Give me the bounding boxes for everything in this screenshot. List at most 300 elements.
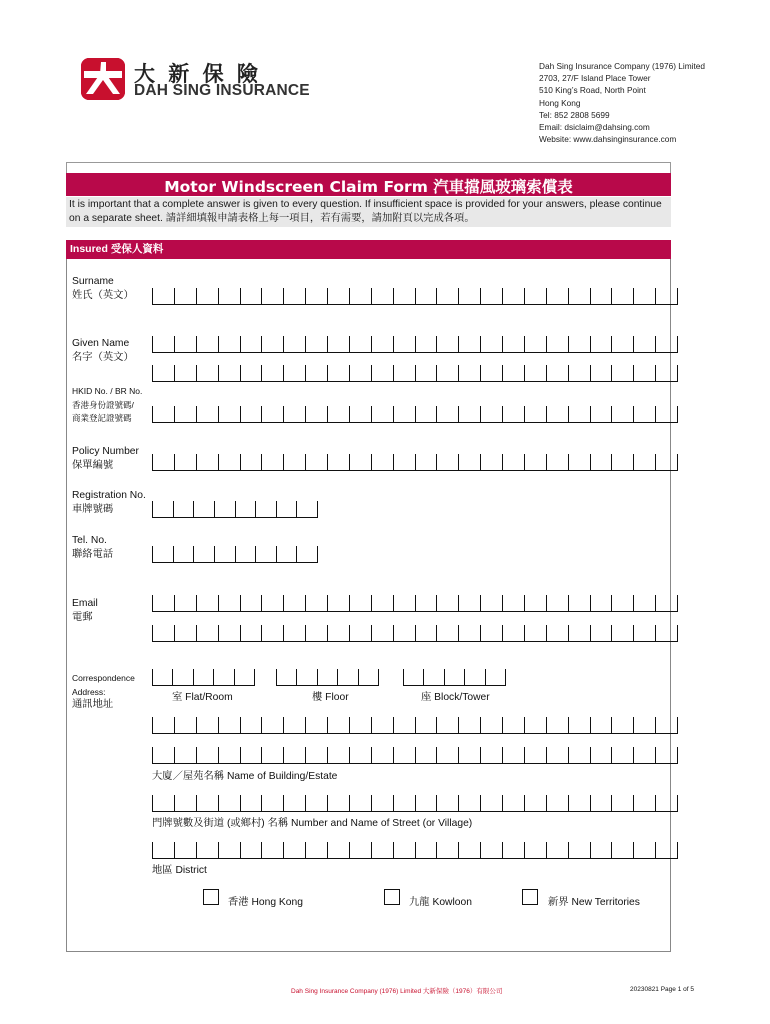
box-divider [152, 336, 153, 352]
box-divider [502, 625, 503, 641]
email-input-boxes-1[interactable] [152, 594, 678, 612]
box-divider [524, 288, 525, 304]
box-divider [546, 336, 547, 352]
box-divider [152, 406, 153, 422]
box-divider [444, 669, 445, 685]
box-divider [393, 842, 394, 858]
box-divider [234, 669, 235, 685]
box-divider [546, 625, 547, 641]
box-divider [393, 454, 394, 470]
box-divider [305, 842, 306, 858]
box-divider [218, 795, 219, 811]
box-divider [436, 406, 437, 422]
registration-label-zh: 車牌號碼 [72, 504, 114, 515]
box-divider [502, 795, 503, 811]
flat-input-boxes[interactable] [152, 668, 255, 686]
hkid-input-boxes[interactable] [152, 405, 678, 423]
policy-input-boxes[interactable] [152, 453, 678, 471]
box-divider [590, 454, 591, 470]
box-divider [502, 717, 503, 733]
box-divider [240, 842, 241, 858]
box-divider [152, 365, 153, 381]
district-caption: 地區 District [152, 865, 207, 876]
kowloon-label: 九龍 Kowloon [409, 897, 472, 908]
building-caption: 大廈／屋苑名稱 Name of Building/Estate [152, 771, 338, 782]
box-divider [196, 288, 197, 304]
box-divider [261, 717, 262, 733]
box-divider [173, 546, 174, 562]
surname-input-boxes[interactable] [152, 287, 678, 305]
box-divider [458, 717, 459, 733]
box-divider [393, 747, 394, 763]
box-divider [283, 842, 284, 858]
company-address-2: 510 King’s Road, North Point [539, 85, 646, 96]
box-divider [174, 365, 175, 381]
section-title-insured: Insured 受保人資料 [66, 240, 671, 259]
box-divider [218, 336, 219, 352]
box-divider [240, 454, 241, 470]
box-divider [283, 454, 284, 470]
box-divider [480, 795, 481, 811]
box-divider [611, 842, 612, 858]
box-divider [546, 842, 547, 858]
tel-label-en: Tel. No. [72, 535, 107, 546]
box-divider [655, 336, 656, 352]
box-divider [590, 595, 591, 611]
box-divider [240, 288, 241, 304]
box-divider [480, 842, 481, 858]
box-divider [317, 546, 318, 562]
box-divider [283, 795, 284, 811]
box-divider [568, 365, 569, 381]
box-divider [305, 747, 306, 763]
box-divider [152, 454, 153, 470]
title-top-band [66, 162, 671, 173]
box-divider [349, 795, 350, 811]
box-divider [196, 406, 197, 422]
company-tel: Tel: 852 2808 5699 [539, 109, 610, 120]
box-divider [590, 288, 591, 304]
box-divider [337, 669, 338, 685]
box-divider [464, 669, 465, 685]
box-divider [458, 625, 459, 641]
box-divider [174, 406, 175, 422]
box-divider [436, 595, 437, 611]
box-divider [327, 336, 328, 352]
box-divider [214, 501, 215, 517]
box-divider [255, 501, 256, 517]
box-divider [415, 842, 416, 858]
box-divider [568, 747, 569, 763]
box-divider [305, 365, 306, 381]
box-divider [655, 595, 656, 611]
box-divider [283, 625, 284, 641]
box-divider [174, 336, 175, 352]
box-divider [358, 669, 359, 685]
box-divider [261, 795, 262, 811]
box-divider [568, 595, 569, 611]
box-divider [633, 454, 634, 470]
given-name-label-en: Given Name [72, 338, 130, 349]
box-divider [655, 454, 656, 470]
tel-label-zh: 聯絡電話 [72, 549, 114, 560]
box-divider [524, 365, 525, 381]
box-divider [196, 842, 197, 858]
box-divider [393, 625, 394, 641]
tel-input-boxes[interactable] [152, 545, 318, 563]
box-divider [218, 406, 219, 422]
block-caption: 座 Block/Tower [421, 692, 490, 703]
box-divider [240, 795, 241, 811]
box-divider [193, 669, 194, 685]
intro-note [66, 197, 671, 227]
box-divider [524, 747, 525, 763]
address-label-zh: 通訊地址 [72, 699, 114, 710]
box-divider [677, 842, 678, 858]
box-divider [480, 595, 481, 611]
given-name-input-boxes-1[interactable] [152, 335, 678, 353]
box-divider [590, 842, 591, 858]
box-divider [174, 795, 175, 811]
box-divider [480, 288, 481, 304]
box-divider [546, 406, 547, 422]
box-divider [214, 546, 215, 562]
box-divider [261, 365, 262, 381]
box-divider [174, 595, 175, 611]
box-divider [218, 625, 219, 641]
box-divider [152, 842, 153, 858]
box-divider [174, 625, 175, 641]
box-divider [393, 595, 394, 611]
box-divider [458, 406, 459, 422]
kowloon-checkbox[interactable] [384, 889, 400, 905]
box-divider [393, 288, 394, 304]
box-divider [524, 795, 525, 811]
hong-kong-checkbox[interactable] [203, 889, 219, 905]
box-divider [283, 336, 284, 352]
box-divider [546, 288, 547, 304]
box-divider [196, 625, 197, 641]
box-divider [218, 747, 219, 763]
building-input-boxes-1[interactable] [152, 716, 678, 734]
box-divider [611, 795, 612, 811]
box-divider [633, 406, 634, 422]
box-divider [524, 842, 525, 858]
box-divider [458, 747, 459, 763]
box-divider [174, 842, 175, 858]
box-divider [349, 747, 350, 763]
box-divider [327, 747, 328, 763]
box-divider [415, 365, 416, 381]
box-divider [677, 336, 678, 352]
box-divider [677, 365, 678, 381]
box-divider [218, 595, 219, 611]
box-divider [611, 406, 612, 422]
box-divider [611, 747, 612, 763]
box-divider [524, 406, 525, 422]
box-divider [611, 717, 612, 733]
box-divider [349, 625, 350, 641]
box-divider [196, 795, 197, 811]
box-divider [371, 406, 372, 422]
box-divider [502, 842, 503, 858]
box-divider [349, 454, 350, 470]
box-divider [174, 288, 175, 304]
block-input-boxes[interactable] [403, 668, 506, 686]
box-divider [590, 336, 591, 352]
box-divider [152, 717, 153, 733]
box-divider [327, 595, 328, 611]
box-divider [349, 288, 350, 304]
box-divider [261, 625, 262, 641]
box-divider [174, 747, 175, 763]
box-divider [283, 406, 284, 422]
box-divider [436, 336, 437, 352]
box-divider [261, 336, 262, 352]
box-divider [415, 717, 416, 733]
box-divider [568, 406, 569, 422]
box-divider [317, 501, 318, 517]
footer-company: Dah Sing Insurance Company (1976) Limited 大新保險（1976）有限公司 [291, 988, 503, 995]
new-territories-checkbox[interactable] [522, 889, 538, 905]
box-divider [524, 625, 525, 641]
hkid-label-zh-2: 商業登記證號碼 [72, 413, 132, 423]
box-divider [240, 747, 241, 763]
box-divider [436, 625, 437, 641]
given-name-input-boxes-2[interactable] [152, 364, 678, 382]
intro-line-2: on a separate sheet. 請詳細填報申請表格上每一項目，若有需要，請加附頁以完成各項。 [69, 213, 475, 224]
box-divider [349, 336, 350, 352]
street-input-boxes[interactable] [152, 794, 678, 812]
box-divider [371, 595, 372, 611]
box-divider [305, 595, 306, 611]
district-input-boxes[interactable] [152, 841, 678, 859]
box-divider [436, 365, 437, 381]
box-divider [218, 717, 219, 733]
box-divider [480, 747, 481, 763]
floor-input-boxes[interactable] [276, 668, 379, 686]
box-divider [173, 501, 174, 517]
hong-kong-label: 香港 Hong Kong [228, 897, 303, 908]
box-divider [611, 454, 612, 470]
box-divider [677, 747, 678, 763]
box-divider [611, 595, 612, 611]
box-divider [349, 717, 350, 733]
company-website: Website: www.dahsinginsurance.com [539, 134, 677, 145]
box-divider [611, 365, 612, 381]
box-divider [524, 717, 525, 733]
box-divider [276, 669, 277, 685]
box-divider [327, 842, 328, 858]
box-divider [327, 288, 328, 304]
box-divider [240, 625, 241, 641]
box-divider [568, 454, 569, 470]
box-divider [193, 546, 194, 562]
intro-line-1: It is important that a complete answer is given to every question. If insufficient space is provided for your answers, please continue [69, 199, 662, 210]
hkid-label-en: HKID No. / BR No. [72, 386, 143, 396]
box-divider [458, 365, 459, 381]
box-divider [480, 365, 481, 381]
box-divider [505, 669, 506, 685]
box-divider [546, 365, 547, 381]
box-divider [218, 842, 219, 858]
box-divider [436, 795, 437, 811]
box-divider [524, 454, 525, 470]
box-divider [296, 669, 297, 685]
box-divider [218, 288, 219, 304]
box-divider [590, 365, 591, 381]
box-divider [677, 717, 678, 733]
street-caption: 門牌號數及街道 (或鄉村) 名稱 Number and Name of Street (or Village) [152, 818, 473, 829]
box-divider [677, 625, 678, 641]
box-divider [458, 288, 459, 304]
box-divider [393, 336, 394, 352]
box-divider [415, 595, 416, 611]
box-divider [283, 595, 284, 611]
box-divider [436, 747, 437, 763]
box-divider [349, 365, 350, 381]
box-divider [371, 842, 372, 858]
box-divider [611, 625, 612, 641]
email-input-boxes-2[interactable] [152, 624, 678, 642]
box-divider [172, 669, 173, 685]
box-divider [415, 795, 416, 811]
box-divider [458, 336, 459, 352]
box-divider [152, 595, 153, 611]
box-divider [568, 795, 569, 811]
box-divider [240, 365, 241, 381]
box-divider [436, 717, 437, 733]
box-divider [436, 288, 437, 304]
floor-caption: 樓 Floor [312, 692, 349, 703]
box-divider [174, 717, 175, 733]
box-divider [590, 795, 591, 811]
new-territories-label: 新界 New Territories [548, 897, 640, 908]
box-divider [305, 288, 306, 304]
box-divider [546, 717, 547, 733]
surname-label-zh: 姓氏（英文） [72, 290, 134, 301]
box-divider [633, 795, 634, 811]
box-divider [633, 842, 634, 858]
box-divider [502, 454, 503, 470]
box-divider [196, 595, 197, 611]
email-label-zh: 電郵 [72, 612, 93, 623]
building-input-boxes-2[interactable] [152, 746, 678, 764]
box-divider [305, 795, 306, 811]
box-divider [371, 454, 372, 470]
box-divider [152, 625, 153, 641]
box-divider [152, 501, 153, 517]
box-divider [633, 747, 634, 763]
box-divider [371, 365, 372, 381]
box-divider [152, 546, 153, 562]
box-divider [403, 669, 404, 685]
box-divider [261, 406, 262, 422]
box-divider [327, 406, 328, 422]
box-divider [568, 625, 569, 641]
brand-name-zh: 大 新 保 險 [134, 62, 261, 86]
brand-name-en: DAH SING INSURANCE [134, 82, 310, 99]
box-divider [524, 595, 525, 611]
box-divider [196, 717, 197, 733]
box-divider [240, 595, 241, 611]
box-divider [546, 747, 547, 763]
box-divider [255, 546, 256, 562]
box-divider [276, 501, 277, 517]
box-divider [502, 747, 503, 763]
box-divider [152, 795, 153, 811]
box-divider [240, 336, 241, 352]
box-divider [276, 546, 277, 562]
box-divider [305, 454, 306, 470]
box-divider [480, 406, 481, 422]
address-label-en-2: Address: [72, 687, 106, 697]
box-divider [327, 365, 328, 381]
box-divider [283, 288, 284, 304]
box-divider [633, 365, 634, 381]
box-divider [305, 625, 306, 641]
box-divider [677, 288, 678, 304]
box-divider [305, 406, 306, 422]
box-divider [633, 595, 634, 611]
box-divider [283, 747, 284, 763]
box-divider [458, 454, 459, 470]
box-divider [502, 406, 503, 422]
box-divider [568, 717, 569, 733]
box-divider [655, 747, 656, 763]
given-name-label-zh: 名字（英文） [72, 352, 134, 363]
company-address-1: 2703, 27/F Island Place Tower [539, 73, 651, 84]
box-divider [655, 288, 656, 304]
box-divider [371, 288, 372, 304]
box-divider [568, 842, 569, 858]
box-divider [590, 406, 591, 422]
address-label-en-1: Correspondence [72, 673, 135, 683]
box-divider [590, 625, 591, 641]
box-divider [196, 365, 197, 381]
box-divider [327, 795, 328, 811]
box-divider [480, 717, 481, 733]
box-divider [254, 669, 255, 685]
registration-label-en: Registration No. [72, 490, 146, 501]
box-divider [677, 406, 678, 422]
box-divider [677, 454, 678, 470]
box-divider [371, 747, 372, 763]
box-divider [502, 288, 503, 304]
box-divider [415, 625, 416, 641]
box-divider [196, 336, 197, 352]
box-divider [327, 717, 328, 733]
box-divider [371, 336, 372, 352]
box-divider [349, 595, 350, 611]
box-divider [218, 454, 219, 470]
flat-caption: 室 Flat/Room [172, 692, 233, 703]
box-divider [480, 336, 481, 352]
box-divider [327, 625, 328, 641]
box-divider [261, 595, 262, 611]
box-divider [371, 625, 372, 641]
box-divider [590, 717, 591, 733]
box-divider [655, 625, 656, 641]
box-divider [458, 595, 459, 611]
box-divider [655, 842, 656, 858]
box-divider [393, 406, 394, 422]
box-divider [415, 336, 416, 352]
box-divider [240, 717, 241, 733]
registration-input-boxes[interactable] [152, 500, 318, 518]
box-divider [283, 365, 284, 381]
box-divider [633, 288, 634, 304]
